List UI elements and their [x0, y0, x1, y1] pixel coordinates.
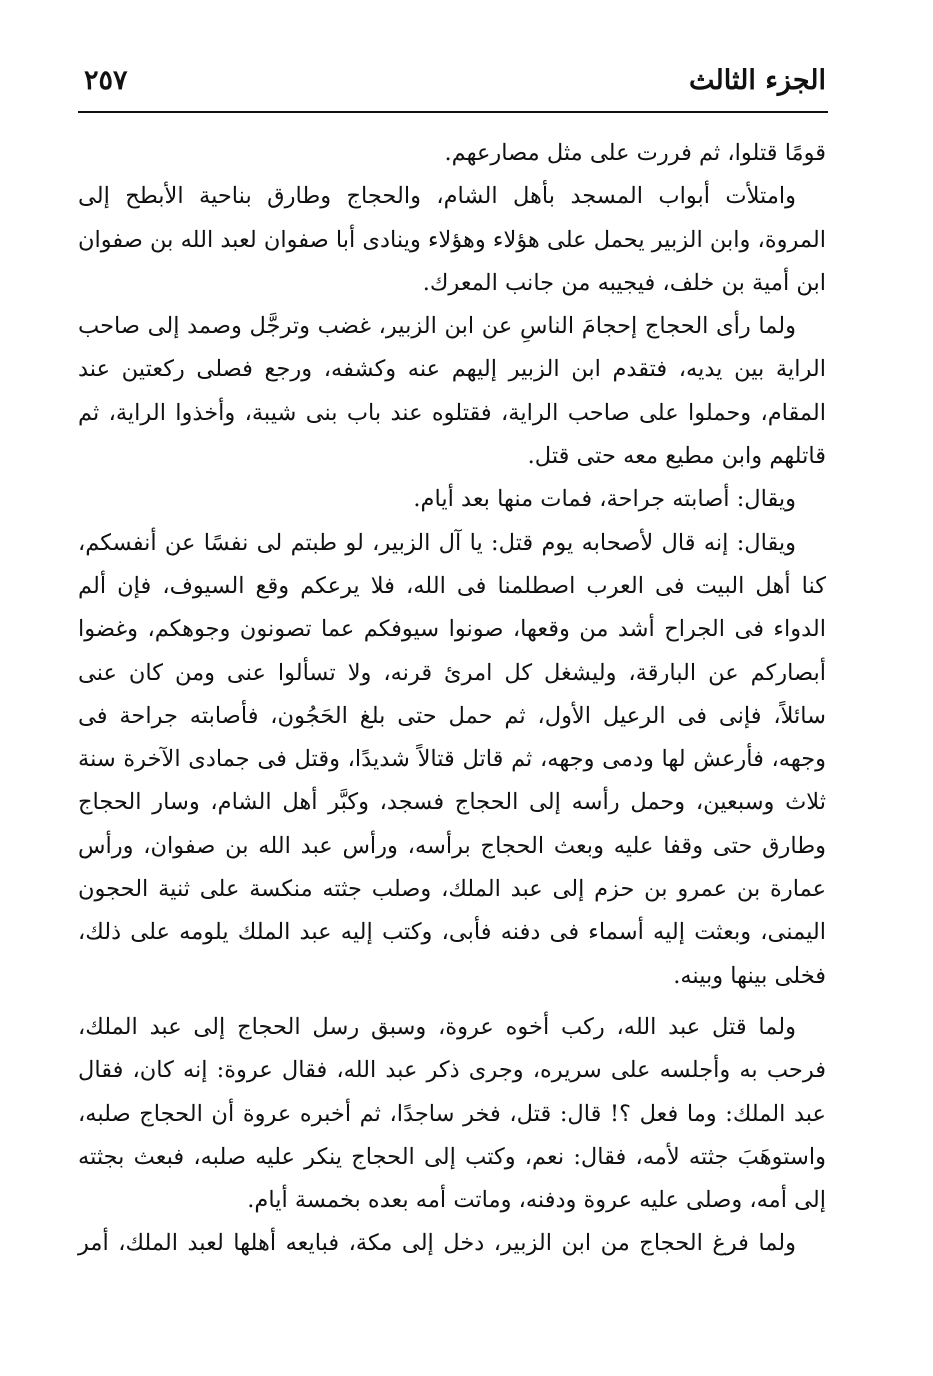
paragraph: قومًا قتلوا، ثم فررت على مثل مصارعهم.: [444, 140, 826, 166]
paragraph: ولما فرغ الحجاج من ابن الزبير، دخل إلى مكة، فبايعه أهلها لعبد الملك، أمر: [78, 1230, 796, 1257]
running-title: الجزء الثالث: [689, 65, 826, 96]
paragraph: ولما رأى الحجاج إحجامَ الناسِ عن ابن الزبير، غضب وترجَّل وصمد إلى صاحب الراية بين يديه، فتقدم ابن الزبير إليهم عنه وكشفه، ورجع فصلى ركعتين عند المقام، وحملوا على صاحب الراية، فقتلوه عند باب بنى شيبة، وأخذوا الراية، ثم قاتلهم وابن مطيع معه حتى قتل.: [78, 313, 826, 470]
paragraph: ولما قتل عبد الله، ركب أخوه عروة، وسبق رسل الحجاج إلى عبد الملك، فرحب به وأجلسه على سريره، وجرى ذكر عبد الله، فقال عروة: إنه كان، فقال عبد الملك: وما فعل ؟! قال: قتل، فخر ساجدًا، ثم أخبره عروة أن الحجاج صلبه، واستوهَبَ جثته لأمه، فقال: نعم، وكتب إلى الحجاج ينكر عليه صلبه، فبعث بجثته إلى أمه، وصلى عليه عروة ودفنه، وماتت أمه بعده بخمسة أيام.: [78, 1013, 826, 1214]
paragraph: ويقال: أصابته جراحة، فمات منها بعد أيام.: [413, 486, 796, 513]
paragraph: وامتلأت أبواب المسجد بأهل الشام، والحجاج وطارق بناحية الأبطح إلى المروة، وابن الزبير يحمل على هؤلاء وهؤلاء وينادى أبا صفوان لعبد الله بن صفوان ابن أمية بن خلف، فيجيبه من جانب المعرك.: [78, 183, 826, 296]
paragraph: ويقال: إنه قال لأصحابه يوم قتل: يا آل الزبير، لو طبتم لى نفسًا عن أنفسكم، كنا أهل البيت فى العرب اصطلمنا فى الله، فلا يرعكم وقع السيوف، فإن ألم الدواء فى الجراح أشد من وقعها، صونوا سيوفكم عما تصونون وجوهكم، وغضوا أبصاركم عن البارقة، وليشغل كل امرئ قرنه، ولا تسألوا عنى ومن كان عنى سائلاً، فإنى فى الرعيل الأول، ثم حمل حتى بلغ الحَجُون، فأصابته جراحة فى وجهه، فأرعش لها ودمى وجهه، ثم قاتل قتالاً شديدًا، وقتل فى جمادى الآخرة سنة ثلاث وسبعين، وحمل رأسه إلى الحجاج فسجد، وكبَّر أهل الشام، وسار الحجاج وطارق حتى وقفا عليه وبعث الحجاج برأسه، ورأس عبد الله بن صفوان، ورأس عمارة بن عمرو بن حزم إلى عبد الملك، وصلب جثته منكسة على ثنية الحجون اليمنى، وبعثت إليه أسماء فى دفنه فأبى، وكتب إليه عبد الملك يلومه على ذلك، فخلى بينها وبينه.: [78, 529, 826, 989]
page-number: ٢٥٧: [84, 65, 128, 96]
body-text: [78, 132, 826, 1266]
header-divider: [78, 111, 828, 113]
page-header: [78, 58, 826, 104]
